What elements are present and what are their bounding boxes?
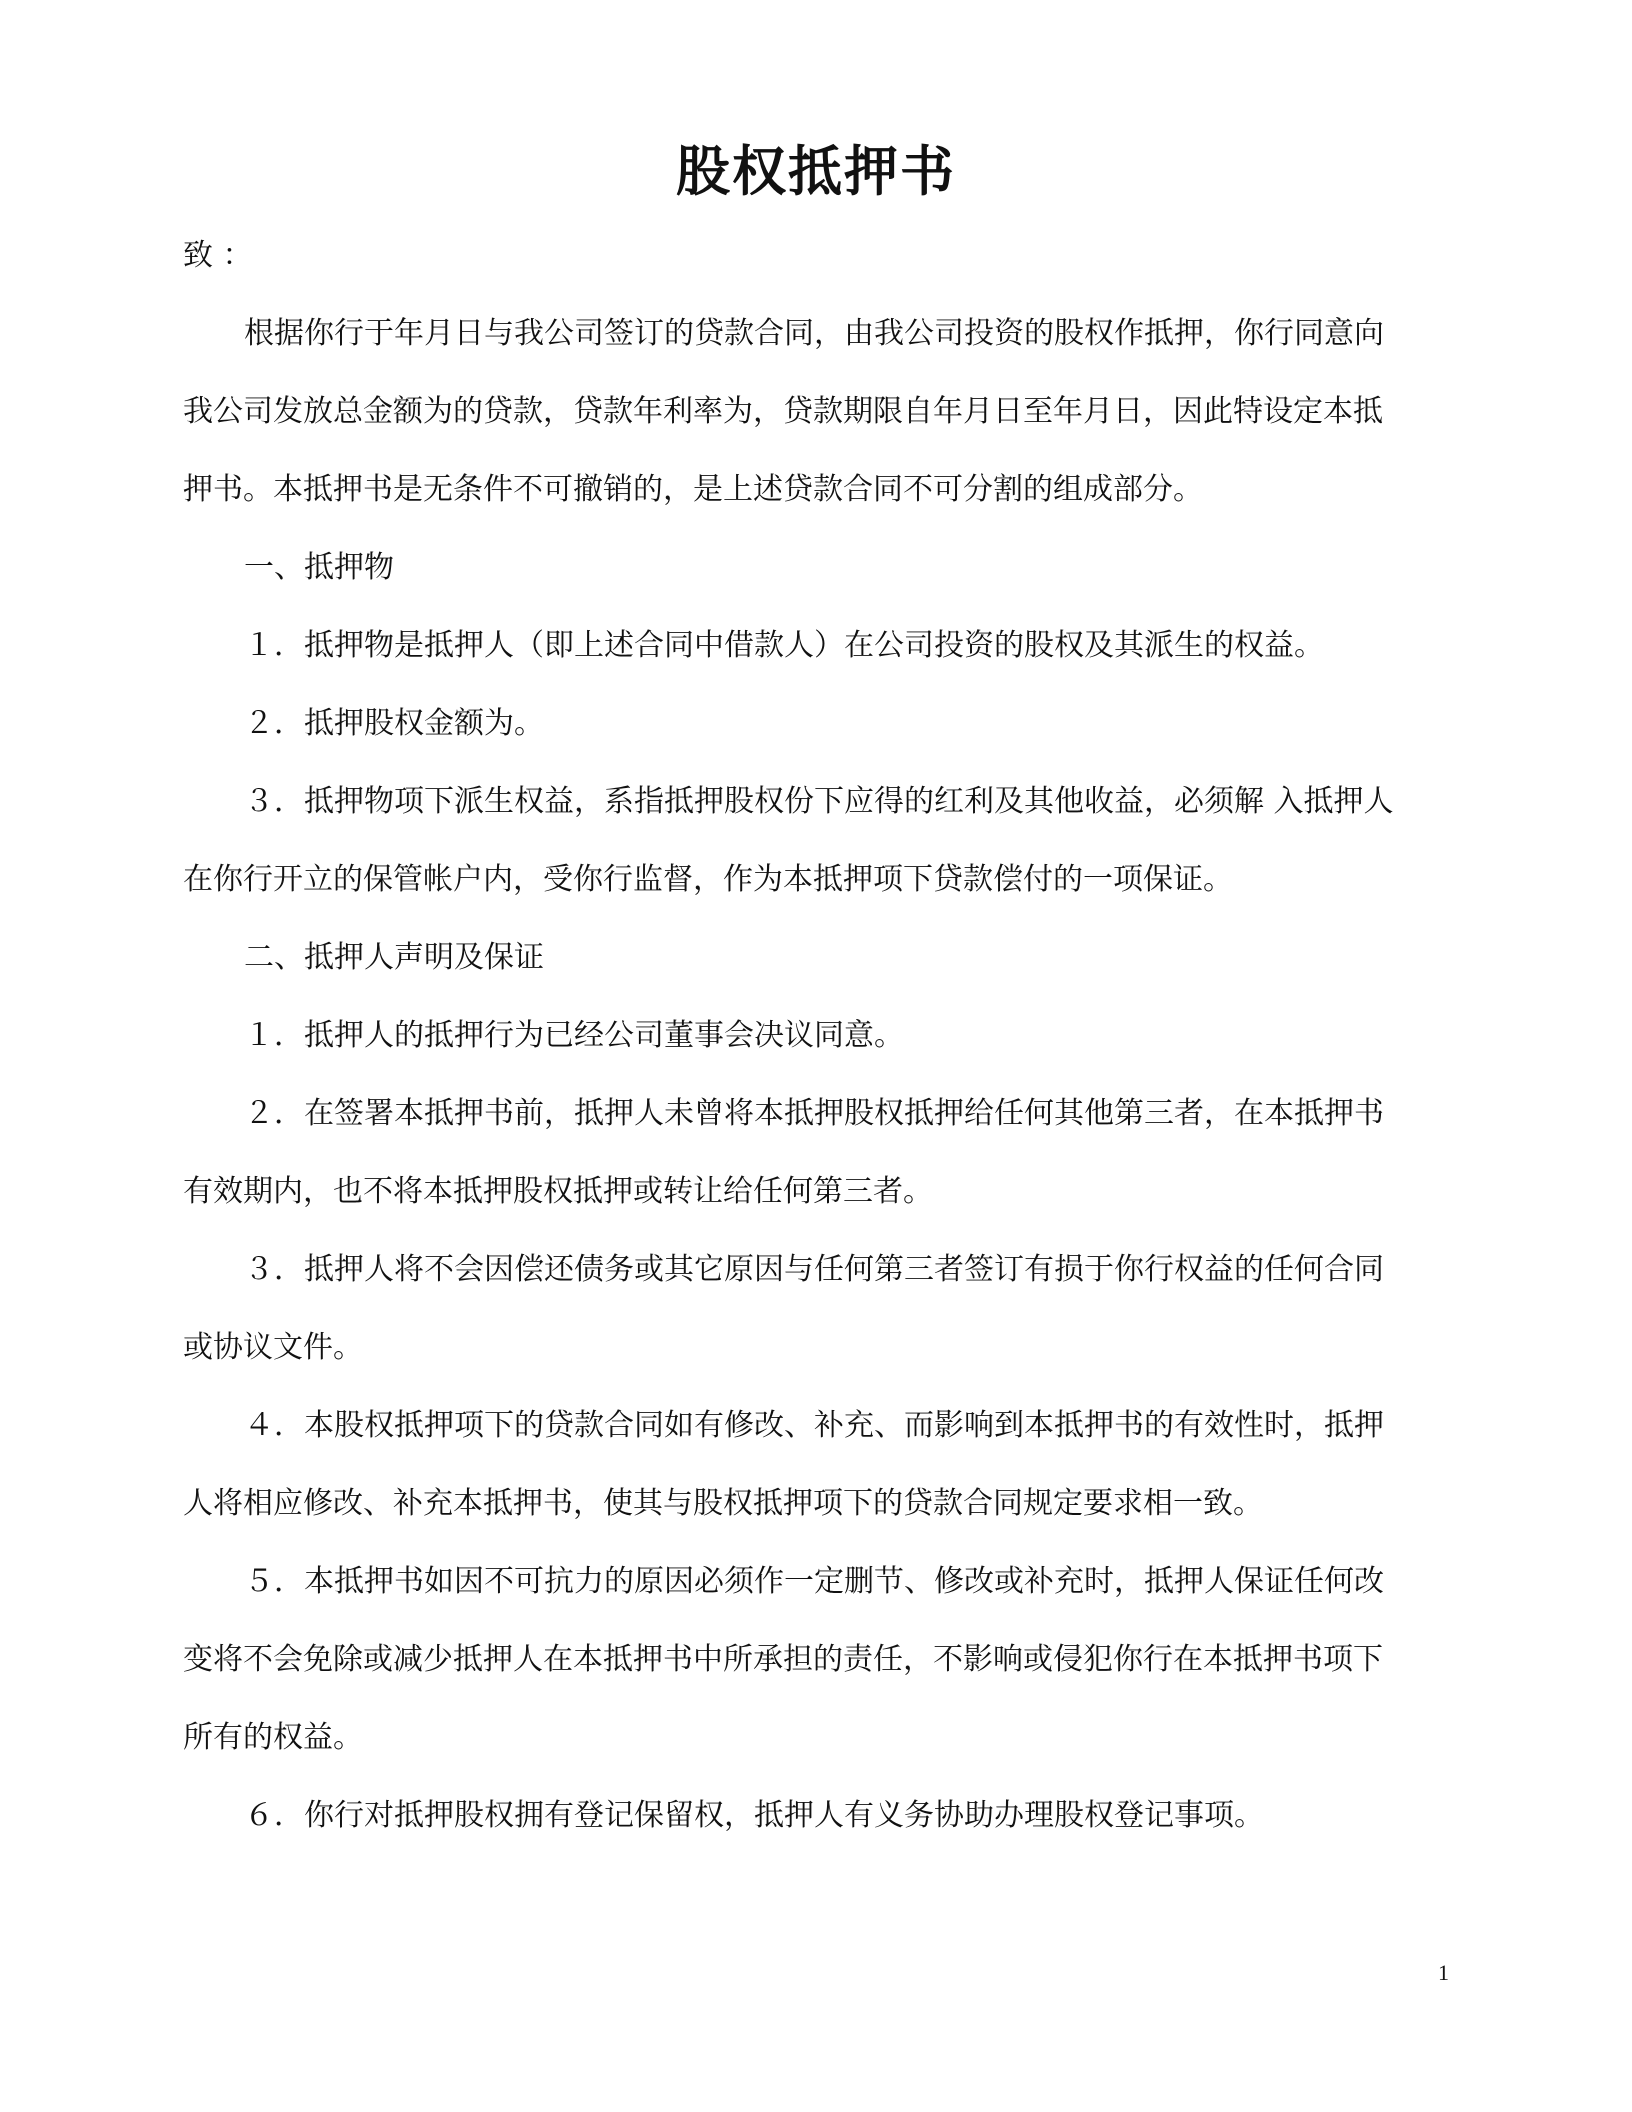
clause-line: 人将相应修改、补充本抵押书，使其与股权抵押项下的贷款合同规定要求相一致。	[183, 1486, 1263, 1521]
clause-line: １．抵押物是抵押人（即上述合同中借款人）在公司投资的股权及其派生的权益。	[244, 628, 1324, 663]
document-title: 股权抵押书	[676, 140, 956, 203]
clause-line: 或协议文件。	[183, 1330, 363, 1365]
body-line: 根据你行于年月日与我公司签订的贷款合同，由我公司投资的股权作抵押，你行同意向	[244, 316, 1384, 351]
clause-line: ５．本抵押书如因不可抗力的原因必须作一定删节、修改或补充时，抵押人保证任何改	[244, 1564, 1384, 1599]
clause-line: ２．抵押股权金额为。	[244, 706, 544, 741]
clause-line: 变将不会免除或减少抵押人在本抵押书中所承担的责任，不影响或侵犯你行在本抵押书项下	[183, 1642, 1383, 1677]
clause-line: ３．抵押人将不会因偿还债务或其它原因与任何第三者签订有损于你行权益的任何合同	[244, 1252, 1384, 1287]
clause-line: ２．在签署本抵押书前，抵押人未曾将本抵押股权抵押给任何其他第三者，在本抵押书	[244, 1096, 1384, 1131]
clause-line: 在你行开立的保管帐户内，受你行监督，作为本抵押项下贷款偿付的一项保证。	[183, 862, 1233, 897]
clause-line: ６．你行对抵押股权拥有登记保留权，抵押人有义务协助办理股权登记事项。	[244, 1798, 1264, 1833]
clause-line: ３．抵押物项下派生权益，系指抵押股权份下应得的红利及其他收益，必须解 入抵押人	[244, 784, 1394, 819]
body-line: 押书。本抵押书是无条件不可撤销的，是上述贷款合同不可分割的组成部分。	[183, 472, 1203, 507]
salutation-line: 致 ：	[183, 238, 253, 273]
section-heading: 二、抵押人声明及保证	[244, 940, 544, 975]
clause-line: ４．本股权抵押项下的贷款合同如有修改、补充、而影响到本抵押书的有效性时，抵押	[244, 1408, 1384, 1443]
clause-line: 所有的权益。	[183, 1720, 363, 1755]
page-number: 1	[1438, 1960, 1449, 1985]
body-line: 我公司发放总金额为的贷款，贷款年利率为，贷款期限自年月日至年月日，因此特设定本抵	[183, 394, 1383, 429]
clause-line: １．抵押人的抵押行为已经公司董事会决议同意。	[244, 1018, 904, 1053]
clause-line: 有效期内，也不将本抵押股权抵押或转让给任何第三者。	[183, 1174, 933, 1209]
section-heading: 一、抵押物	[244, 550, 394, 585]
